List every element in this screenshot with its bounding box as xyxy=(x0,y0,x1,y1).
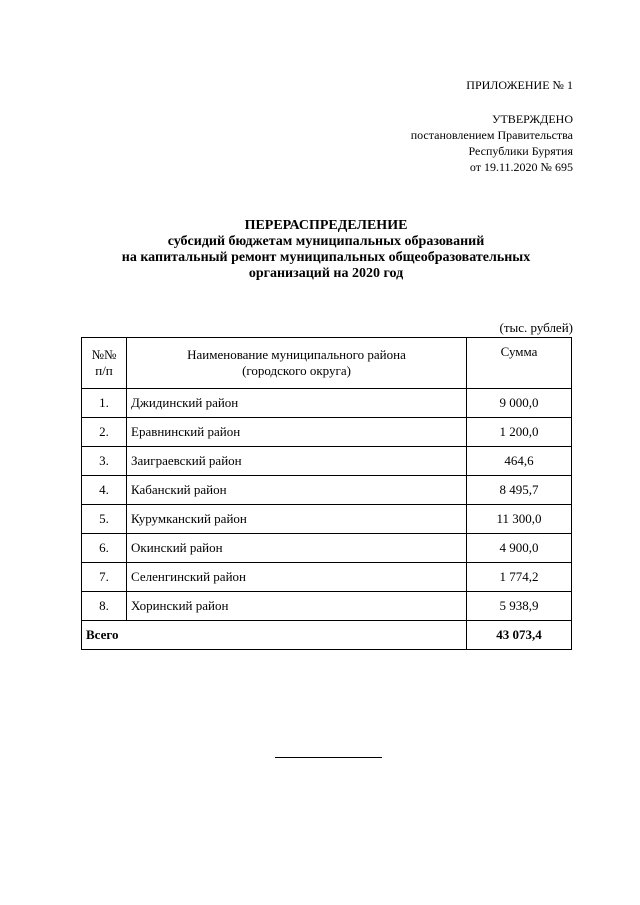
row-sum: 5 938,9 xyxy=(467,592,572,621)
table-header-row xyxy=(82,338,572,389)
table-row xyxy=(82,505,572,534)
row-name: Селенгинский район xyxy=(127,563,467,592)
total-label: Всего xyxy=(82,621,467,650)
appendix-label: ПРИЛОЖЕНИЕ № 1 xyxy=(466,78,573,92)
table-row xyxy=(82,476,572,505)
row-name: Хоринский район xyxy=(127,592,467,621)
title-line-1: ПЕРЕРАСПРЕДЕЛЕНИЕ xyxy=(244,218,408,233)
header-num-line-1: №№ xyxy=(91,347,117,362)
row-sum: 8 495,7 xyxy=(467,476,572,505)
header-num xyxy=(82,338,127,389)
header-sum: Сумма xyxy=(467,338,572,389)
total-sum: 43 073,4 xyxy=(467,621,572,650)
table-row xyxy=(82,592,572,621)
table-row xyxy=(82,389,572,418)
title-line-3: на капитальный ремонт муниципальных общеобразовательных xyxy=(121,250,531,265)
table-row xyxy=(82,447,572,476)
header-name xyxy=(127,338,467,389)
table-row xyxy=(82,534,572,563)
total-row xyxy=(82,621,572,650)
row-num: 5. xyxy=(82,505,127,534)
row-sum: 11 300,0 xyxy=(467,505,572,534)
row-name: Кабанский район xyxy=(127,476,467,505)
row-sum: 4 900,0 xyxy=(467,534,572,563)
units-label: (тыс. рублей) xyxy=(499,320,573,335)
title-line-4: организаций на 2020 год xyxy=(248,266,404,281)
row-num: 8. xyxy=(82,592,127,621)
approval-block xyxy=(411,111,573,175)
row-sum: 1 200,0 xyxy=(467,418,572,447)
document-title xyxy=(80,218,572,282)
row-num: 1. xyxy=(82,389,127,418)
footer-divider xyxy=(275,757,382,758)
row-num: 7. xyxy=(82,563,127,592)
table-row xyxy=(82,563,572,592)
header-name-line-2: (городского округа) xyxy=(242,363,351,378)
row-sum: 464,6 xyxy=(467,447,572,476)
row-name: Еравнинский район xyxy=(127,418,467,447)
row-num: 2. xyxy=(82,418,127,447)
republic-line: Республики Бурятия xyxy=(468,144,573,158)
header-num-line-2: п/п xyxy=(95,363,113,378)
row-name: Джидинский район xyxy=(127,389,467,418)
row-name: Заиграевский район xyxy=(127,447,467,476)
date-line: от 19.11.2020 № 695 xyxy=(469,160,573,174)
decree-line: постановлением Правительства xyxy=(410,128,573,142)
table-row xyxy=(82,418,572,447)
row-num: 6. xyxy=(82,534,127,563)
title-line-2: субсидий бюджетам муниципальных образований xyxy=(167,234,485,249)
row-sum: 1 774,2 xyxy=(467,563,572,592)
row-num: 3. xyxy=(82,447,127,476)
header-name-line-1: Наименование муниципального района xyxy=(187,347,406,362)
approved-label: УТВЕРЖДЕНО xyxy=(491,112,573,126)
row-num: 4. xyxy=(82,476,127,505)
subsidy-table xyxy=(81,337,572,650)
row-name: Курумканский район xyxy=(127,505,467,534)
row-name: Окинский район xyxy=(127,534,467,563)
row-sum: 9 000,0 xyxy=(467,389,572,418)
